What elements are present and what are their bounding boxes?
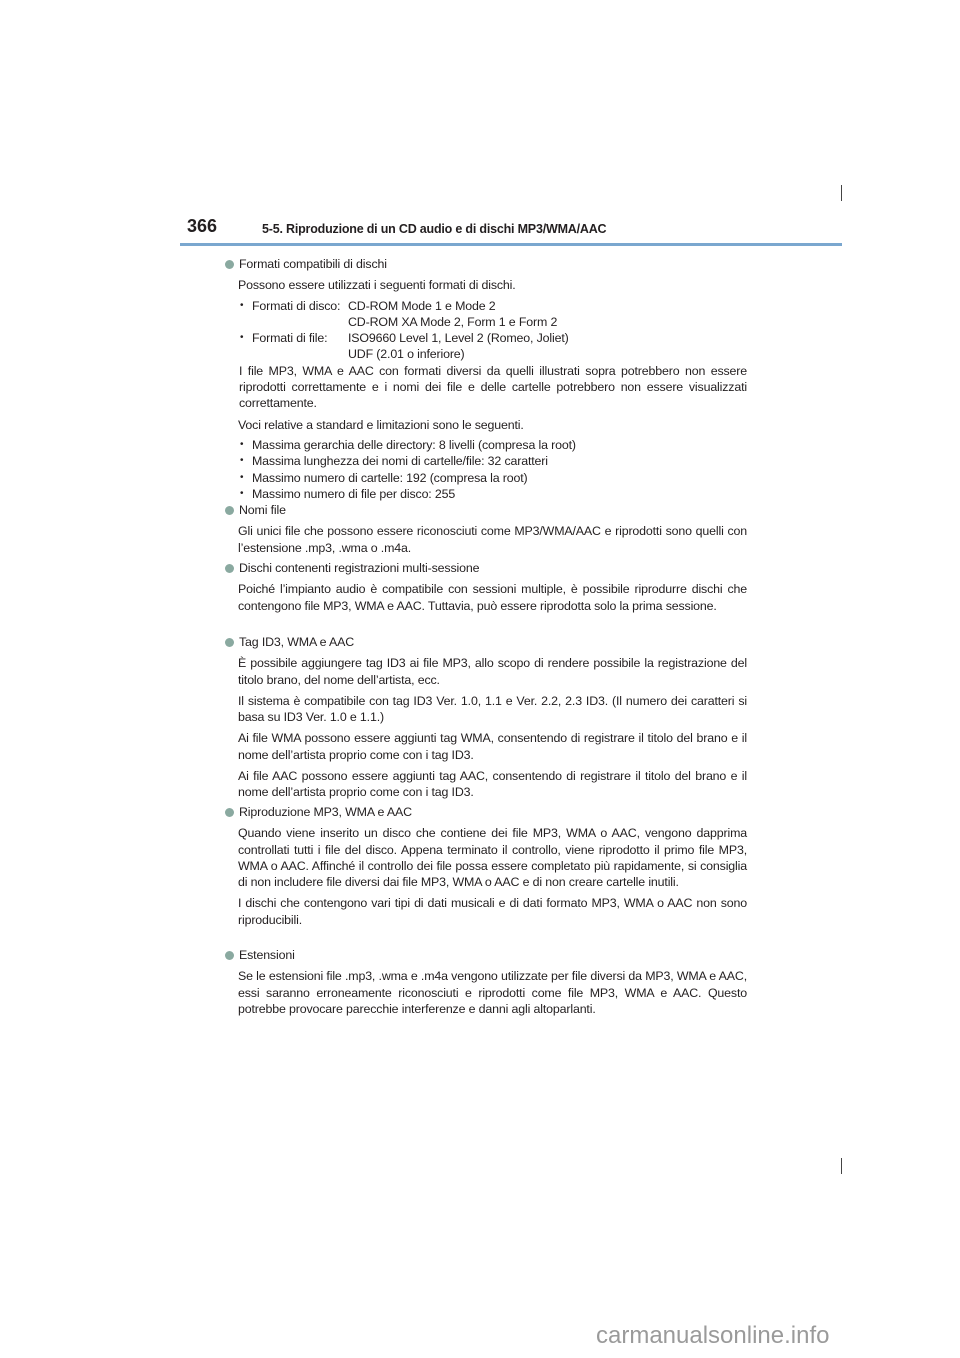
section-heading: Nomi file — [239, 503, 286, 517]
bullet-dot-icon — [225, 808, 234, 817]
section-multisession — [225, 560, 747, 614]
paragraph: Ai file WMA possono essere aggiunti tag WMA, consentendo di registrare il titolo del brano e il nome dell’artista proprio come con i tag ID3. — [238, 731, 747, 762]
bullet-dot-icon — [225, 564, 234, 573]
section-heading: Tag ID3, WMA e AAC — [239, 635, 355, 649]
format-value: CD-ROM Mode 1 e Mode 2 — [348, 298, 496, 313]
list-item: • Massimo numero di cartelle: 192 (compresa la root) — [238, 470, 747, 486]
list-item — [238, 298, 747, 331]
list-item: • Massimo numero di file per disco: 255 — [238, 486, 747, 502]
paragraph: Se le estensioni file .mp3, .wma e .m4a vengono utilizzate per file diversi da MP3, WMA e AAC, essi saranno erroneamente riconosciuti e riprodotti come file MP3, WMA e AAC. Questo potrebbe provocare parecchie interferenze e danni agli altoparlanti. — [238, 969, 747, 1016]
paragraph: Il sistema è compatibile con tag ID3 Ver. 1.0, 1.1 e Ver. 2.2, 2.3 ID3. (Il numero dei caratteri si basa su ID3 Ver. 1.0 e 1.1.) — [238, 693, 747, 725]
bullet-dot-icon — [225, 951, 234, 960]
section-header-title: 5-5. Riproduzione di un CD audio e di dischi MP3/WMA/AAC — [262, 222, 607, 236]
format-value: CD-ROM XA Mode 2, Form 1 e Form 2 — [348, 314, 558, 329]
list-item: • Massima lunghezza dei nomi di cartelle/file: 32 caratteri — [238, 453, 747, 469]
paragraph: I dischi che contengono vari tipi di dati musicali e di dati formato MP3, WMA o AAC non sono riproducibili. — [238, 896, 747, 927]
format-value: ISO9660 Level 1, Level 2 (Romeo, Joliet) — [348, 331, 569, 346]
crop-mark — [841, 185, 842, 201]
paragraph: Ai file AAC possono essere aggiunti tag AAC, consentendo di registrare il titolo del brano e il nome dell’artista proprio come con i tag ID3. — [238, 769, 747, 800]
section-playback — [225, 804, 747, 928]
format-value: UDF (2.01 o inferiore) — [348, 347, 465, 362]
bullet-dot-icon — [225, 260, 234, 269]
section-file-names — [225, 502, 747, 556]
paragraph: Gli unici file che possono essere riconosciuti come MP3/WMA/AAC e riprodotti sono quelli con l’estensione .mp3, .wma o .m4a. — [238, 524, 747, 555]
list-item: • Massima gerarchia delle directory: 8 livelli (compresa la root) — [238, 437, 747, 453]
format-label: • Formati di disco: — [252, 298, 341, 313]
header-rule — [180, 243, 842, 246]
note: I file MP3, WMA e AAC con formati diversi da quelli illustrati sopra potrebbero non essere riprodotti correttamente e i nomi dei file e delle cartelle potrebbero non essere visualizzati correttamente. — [239, 363, 747, 411]
section-tags — [225, 634, 747, 801]
section-formats — [225, 256, 747, 502]
limits-list — [238, 437, 747, 502]
crop-mark — [841, 1158, 842, 1174]
section-heading: Dischi contenenti registrazioni multi-sessione — [239, 561, 480, 575]
bullet-dot-icon — [225, 506, 234, 515]
paragraph: Voci relative a standard e limitazioni sono le seguenti. — [238, 417, 524, 432]
paragraph: Possono essere utilizzati i seguenti formati di dischi. — [238, 278, 516, 293]
bullet-dot-icon — [225, 638, 234, 647]
watermark: carmanualsonline.info — [596, 1322, 830, 1349]
format-list — [238, 298, 747, 363]
section-heading: Formati compatibili di dischi — [239, 257, 387, 271]
section-heading: Riproduzione MP3, WMA e AAC — [239, 805, 412, 819]
format-label: • Formati di file: — [252, 331, 328, 346]
page-number: 366 — [187, 216, 218, 236]
section-heading: Estensioni — [239, 948, 295, 962]
paragraph: Quando viene inserito un disco che contiene dei file MP3, WMA o AAC, vengono dapprima controllati tutti i file del disco. Appena terminato il controllo, viene riprodotto il primo file MP3, WMA o AAC. Affinché il controllo dei file possa essere completato più rapidamente, si consiglia di non includere file diversi dai file MP3, WMA o AAC e di non creare cartelle inutili. — [238, 826, 747, 890]
section-extensions — [225, 947, 747, 1017]
paragraph: Poiché l’impianto audio è compatibile con sessioni multiple, è possibile riprodurre dischi che contengono file MP3, WMA e AAC. Tuttavia, può essere riprodotta solo la prima sessione. — [238, 582, 747, 613]
paragraph: È possibile aggiungere tag ID3 ai file MP3, allo scopo di rendere possibile la registrazione del titolo brano, del nome dell’artista, ecc. — [238, 656, 747, 687]
list-item — [238, 330, 747, 363]
